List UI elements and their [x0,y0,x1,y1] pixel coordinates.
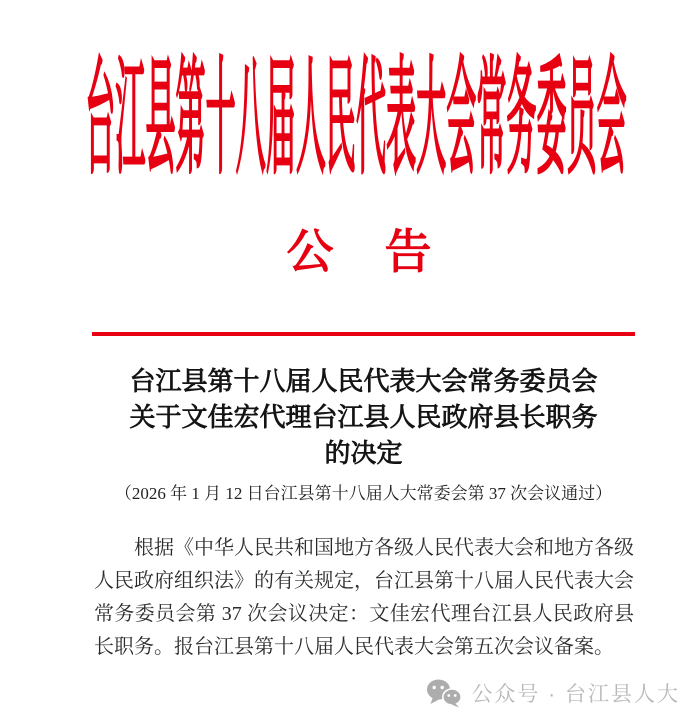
announcement-label: 公 告 [286,227,434,279]
watermark [426,678,680,708]
decision-title-line-2: 关于文佳宏代理台江县人民政府县长职务 [129,403,598,432]
red-divider [92,332,635,336]
decision-title-line-1: 台江县第十八届人民代表大会常务委员会 [129,367,598,396]
wechat-icon [426,678,462,708]
meeting-note: （2026 年 1 月 12 日台江县第十八届人大常委会第 37 次会议通过） [114,484,613,503]
watermark-label: 公众号 · 台江县人大 [471,683,680,706]
decision-title [92,364,635,472]
body-paragraph: 根据《中华人民共和国地方各级人民代表大会和地方各级人民政府组织法》的有关规定，台江县第十八届人民代表大会常务委员会第 37 次会议决定：文佳宏代理台江县人民政府县长职务。报台江县第十八届人民代表大会第五次会议备案。 [94,537,634,658]
masthead [6,48,700,190]
decision-title-line-3: 的决定 [324,439,403,468]
masthead-title: 台江县第十八届人民代表大会常务委员会 [85,48,627,190]
